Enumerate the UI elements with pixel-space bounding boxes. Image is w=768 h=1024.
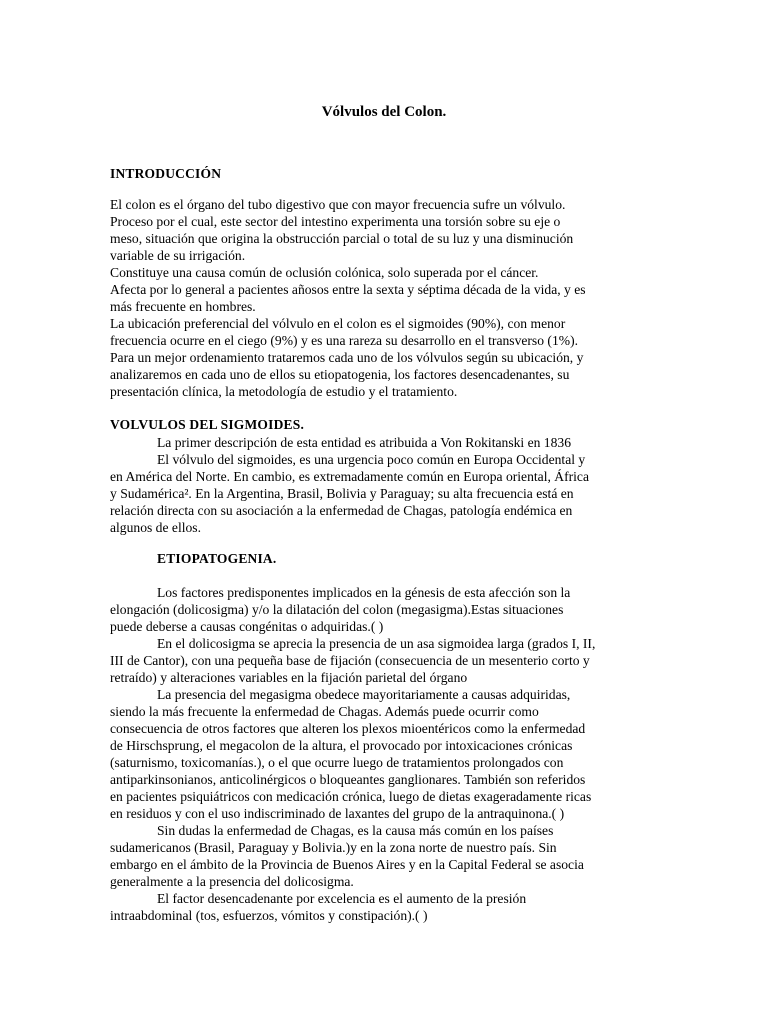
etio-line: El factor desencadenante por excelencia es el aumento de la presión	[157, 891, 527, 906]
etio-line: siendo la más frecuente la enfermedad de Chagas. Además puede ocurrir como	[110, 704, 539, 719]
sigmoid-line: algunos de ellos.	[110, 520, 201, 535]
etio-line: generalmente a la presencia del dolicosigma.	[110, 874, 354, 889]
etio-line: retraído) y alteraciones variables en la fijación parietal del órgano	[110, 670, 468, 685]
etio-line: antiparkinsonianos, anticolinérgicos o bloqueantes ganglionares. También son referidos	[110, 772, 586, 787]
intro-line: La ubicación preferencial del vólvulo en el colon es el sigmoides (90%), con menor	[110, 316, 566, 331]
intro-heading: INTRODUCCIÓN	[110, 166, 222, 181]
etio-line: (saturnismo, toxicomanías.), o el que ocurre luego de tratamientos prolongados con	[110, 755, 564, 770]
intro-line: Proceso por el cual, este sector del intestino experimenta una torsión sobre su eje o	[110, 214, 561, 229]
intro-line: Constituye una causa común de oclusión colónica, solo superada por el cáncer.	[110, 265, 539, 280]
intro-line: Afecta por lo general a pacientes añosos entre la sexta y séptima década de la vida, y es	[110, 282, 586, 297]
etio-line: elongación (dolicosigma) y/o la dilatación del colon (megasigma).Estas situaciones	[110, 602, 564, 617]
etio-line: III de Cantor), con una pequeña base de fijación (consecuencia de un mesenterio corto y	[110, 653, 590, 668]
etio-line: Los factores predisponentes implicados en la génesis de esta afección son la	[157, 585, 571, 600]
sigmoid-line: relación directa con su asociación a la enfermedad de Chagas, patología endémica en	[110, 503, 573, 518]
sigmoid-heading: VOLVULOS DEL SIGMOIDES.	[110, 417, 305, 432]
etio-line: Sin dudas la enfermedad de Chagas, es la causa más común en los países	[157, 823, 554, 838]
intro-line: Para un mejor ordenamiento trataremos cada uno de los vólvulos según su ubicación, y	[110, 350, 584, 365]
etio-line: consecuencia de otros factores que alteren los plexos mioentéricos como la enfermedad	[110, 721, 586, 736]
etio-line: en pacientes psiquiátricos con medicación crónica, luego de dietas exageradamente ricas	[110, 789, 592, 804]
etio-line: de Hirschsprung, el megacolon de la altura, el provocado por intoxicaciones crónicas	[110, 738, 573, 753]
sigmoid-line: La primer descripción de esta entidad es atribuida a Von Rokitanski en 1836	[157, 435, 571, 450]
intro-line: frecuencia ocurre en el ciego (9%) y es una rareza su desarrollo en el transverso (1%).	[110, 333, 578, 348]
etio-line: La presencia del megasigma obedece mayoritariamente a causas adquiridas,	[157, 687, 571, 702]
etio-line: puede deberse a causas congénitas o adquiridas.( )	[110, 619, 384, 634]
intro-line: más frecuente en hombres.	[110, 299, 256, 314]
sigmoid-line: en América del Norte. En cambio, es extremadamente común en Europa oriental, África	[110, 469, 589, 484]
document-title: Vólvulos del Colon.	[321, 104, 447, 120]
etio-line: sudamericanos (Brasil, Paraguay y Bolivia.)y en la zona norte de nuestro país. Sin	[110, 840, 557, 855]
etio-line: embargo en el ámbito de la Provincia de Buenos Aires y en la Capital Federal se asocia	[110, 857, 584, 872]
etio-line: En el dolicosigma se aprecia la presencia de un asa sigmoidea larga (grados I, II,	[157, 636, 596, 651]
sigmoid-line: El vólvulo del sigmoides, es una urgencia poco común en Europa Occidental y	[157, 452, 586, 467]
sigmoid-line: y Sudamérica². En la Argentina, Brasil, Bolivia y Paraguay; su alta frecuencia está en	[110, 486, 574, 501]
intro-line: variable de su irrigación.	[110, 248, 246, 263]
etio-line: intraabdominal (tos, esfuerzos, vómitos y constipación).( )	[110, 908, 428, 923]
intro-line: El colon es el órgano del tubo digestivo que con mayor frecuencia sufre un vólvulo.	[110, 197, 566, 212]
etio-line: en residuos y con el uso indiscriminado de laxantes del grupo de la antraquinona.( )	[110, 806, 565, 821]
intro-line: presentación clínica, la metodología de estudio y el tratamiento.	[110, 384, 458, 399]
etio-heading: ETIOPATOGENIA.	[157, 551, 277, 566]
intro-line: meso, situación que origina la obstrucción parcial o total de su luz y una disminución	[110, 231, 574, 246]
intro-line: analizaremos en cada uno de ellos su etiopatogenia, los factores desencadenantes, su	[110, 367, 570, 382]
